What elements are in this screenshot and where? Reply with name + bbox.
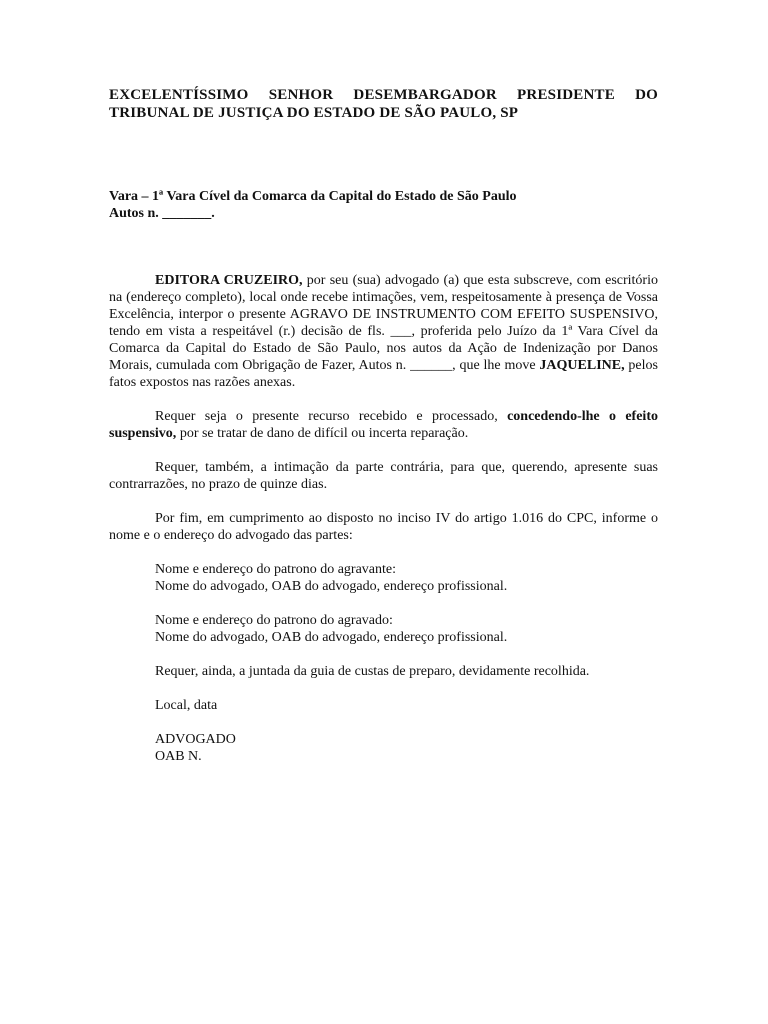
request1-text-1: Requer seja o presente recurso recebido e processado, [155,409,508,424]
request-suspensive-effect [109,408,658,442]
agravado-lawyer-block [109,612,658,646]
case-info [109,188,517,222]
agravante-lawyer-block [109,561,658,595]
intro-paragraph [109,272,658,391]
agravado-label: Nome e endereço do patrono do agravado: [155,613,393,628]
place-date-text: Local, data [155,698,218,713]
request1-bold: concedendo-lhe o efeito suspensivo, [109,409,658,441]
request-fees [109,663,658,680]
petition-body [109,272,658,782]
agravado-value: Nome do advogado, OAB do advogado, endereço profissional. [155,630,508,645]
addressee-heading [109,86,658,122]
request4-text: Requer, ainda, a juntada da guia de custas de preparo, devidamente recolhida. [155,664,590,679]
agravante-label: Nome e endereço do patrono do agravante: [155,562,397,577]
heading-line-2: TRIBUNAL DE JUSTIÇA DO ESTADO DE SÃO PAULO, SP [109,105,519,121]
case-number: Autos n. _______. [109,206,215,221]
request1-text-2: por se tratar de dano de difícil ou incerta reparação. [176,426,469,441]
signer-name: ADVOGADO [155,732,236,747]
court-vara: Vara – 1ª Vara Cível da Comarca da Capital do Estado de São Paulo [109,189,517,204]
intro-text-1: por seu (sua) advogado (a) que esta subscreve, com escritório na (endereço completo), local onde recebe intimações, vem, respeitosamente à presença de Vossa Excelência, interpor o presente AGRAVO DE INSTRUMENTO COM EFEITO SUSPENSIVO, tendo em vista a respeitável (r.) decisão de fls. ___, proferida pelo Juízo da 1ª Vara Cível da Comarca da Capital do Estado de São Paulo, nos autos da Ação de Indenização por Danos Morais, cumulada com Obrigação de Fazer, Autos n. ______, que lhe move [109,273,658,373]
document-page [109,86,658,764]
heading-line-1: EXCELENTÍSSIMO SENHOR DESEMBARGADOR PRESIDENTE DO [109,87,658,103]
signature-block [109,731,658,765]
agravante-value: Nome do advogado, OAB do advogado, endereço profissional. [155,579,508,594]
opponent-name: JAQUELINE, [539,358,625,373]
party-name: EDITORA CRUZEIRO, [155,273,303,288]
intro-text-2: pelos fatos expostos nas razões anexas. [109,358,658,390]
place-date [109,697,658,714]
signer-oab: OAB N. [155,749,202,764]
request-summons: Requer, também, a intimação da parte contrária, para que, querendo, apresente suas contrarrazões, no prazo de quinze dias. [109,460,658,492]
request-lawyers-info: Por fim, em cumprimento ao disposto no inciso IV do artigo 1.016 do CPC, informe o nome e o endereço do advogado das partes: [109,511,658,543]
